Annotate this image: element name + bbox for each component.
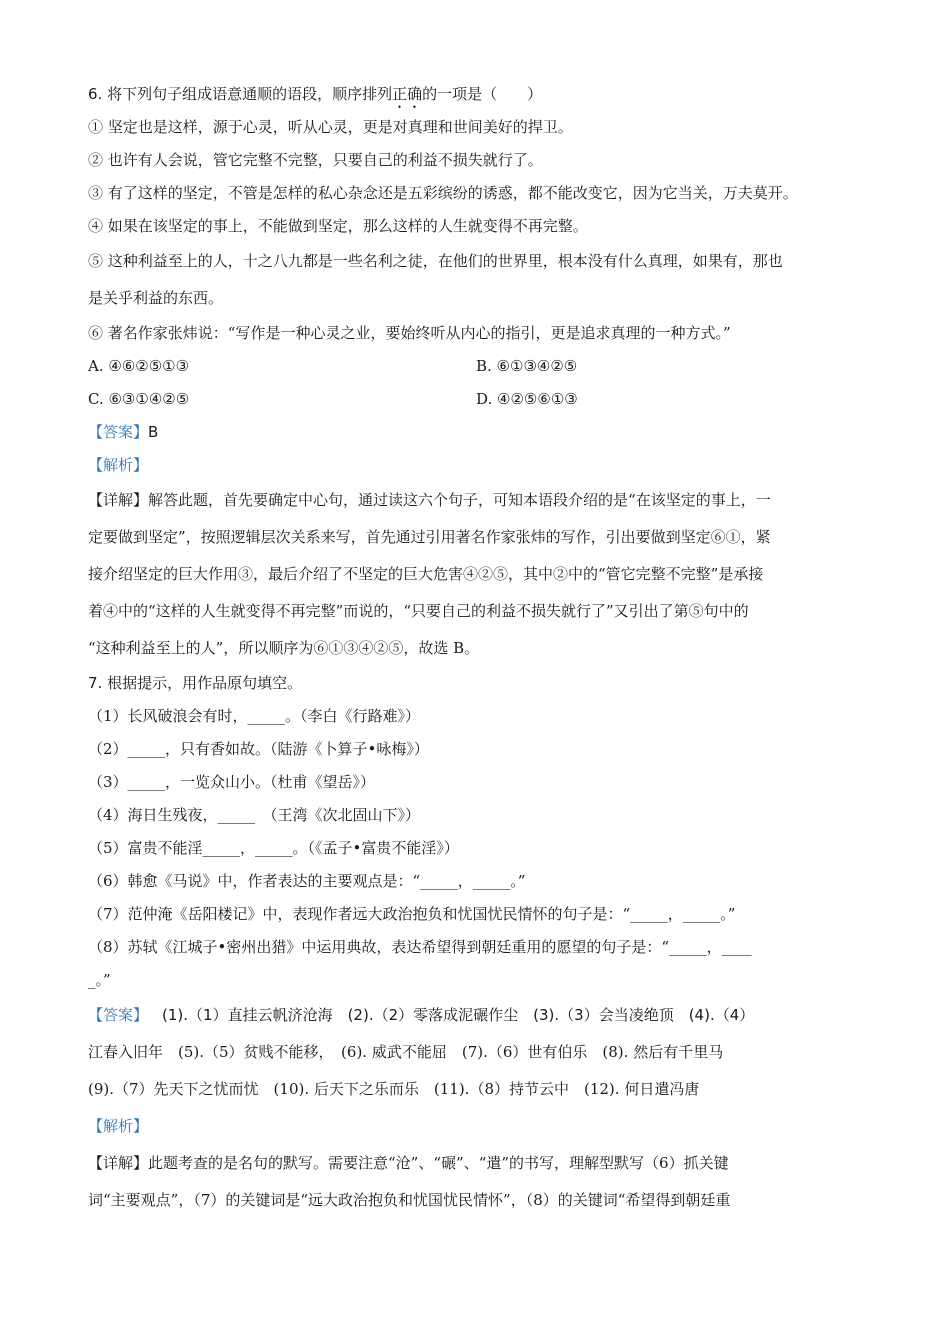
q6-option-c: C. ⑥③①④②⑤ (88, 390, 190, 408)
q6-stem-text-a: 将下列句子组成语意通顺的语段，顺序排列 (107, 85, 393, 103)
q7-answer-line-2: 江春入旧年 (5).（5）贫贱不能移， (6). 威武不能屈 (7).（6）世有伯乐 (8). 然后有千里马 (88, 1043, 724, 1061)
q6-options-row-1 (88, 350, 878, 383)
q6-sentence-5-cont: 是关乎利益的东西。 (88, 289, 224, 307)
q6-option-b: B. ⑥①③④②⑤ (476, 357, 578, 375)
q6-option-a: A. ④⑥②⑤①③ (88, 357, 190, 375)
q7-item-7: （7）范仲淹《岳阳楼记》中，表现作者远大政治抱负和忧国忧民情怀的句子是：“_____，_____。” (88, 905, 736, 923)
q6-detail-tag: 【详解】 (88, 491, 149, 509)
q7-number: 7. (88, 674, 103, 692)
q7-item-8-cont: _。” (88, 971, 111, 989)
q6-answer-tag: 【答案】 (88, 423, 149, 441)
q7-item-4: （4）海日生残夜，_____ （王湾《次北固山下》） (88, 806, 421, 824)
q7-analysis-tag: 【解析】 (88, 1117, 149, 1135)
q7-answer-text-1: (1).（1）直挂云帆济沧海 (2).（2）零落成泥碾作尘 (3).（3）会当凌绝顶 (4).（4） (162, 1006, 755, 1024)
q6-sentence-6: ⑥ 著名作家张炜说：“写作是一种心灵之业，要始终听从内心的指引，更是追求真理的一种方式。” (88, 324, 731, 342)
q7-detail-tag: 【详解】 (88, 1154, 149, 1172)
q7-item-3: （3）_____，一览众山小。（杜甫《望岳》） (88, 773, 376, 791)
q6-answer (88, 416, 878, 449)
q7-item-2: （2）_____，只有香如故。（陆游《卜算子•咏梅》） (88, 740, 429, 758)
q6-stem-text-b: 的一项是（ ） (422, 85, 543, 103)
q6-stem-emphasis: 正确 (392, 85, 423, 103)
q6-option-d: D. ④②⑤⑥①③ (476, 390, 578, 408)
q6-sentence-5: ⑤ 这种利益至上的人，十之八九都是一些名利之徒，在他们的世界里，根本没有什么真理，如果有，那也 (88, 252, 783, 270)
q6-detail-line-1 (88, 482, 878, 519)
q6-analysis-tag: 【解析】 (88, 456, 149, 474)
q6-detail-line-5: “这种利益至上的人”，所以顺序为⑥①③④②⑤，故选 B。 (88, 639, 480, 657)
q7-item-1: （1）长风破浪会有时，_____。（李白《行路难》） (88, 707, 421, 725)
q6-detail-line-2: 定要做到坚定”，按照逻辑层次关系来写，首先通过引用著名作家张炜的写作，引出要做到坚定⑥①，紧 (88, 528, 771, 546)
q7-item-5: （5）富贵不能淫_____，_____。（《孟子•富贵不能淫》） (88, 839, 459, 857)
q7-detail-text-1: 此题考查的是名句的默写。需要注意“沧”、“碾”、“遣”的书写，理解型默写（6）抓关键 (148, 1154, 729, 1172)
q6-detail-line-3: 接介绍坚定的巨大作用③，最后介绍了不坚定的巨大危害④②⑤，其中②中的“管它完整不完整”是承接 (88, 565, 764, 583)
q6-answer-value: B (148, 423, 159, 441)
q6-number: 6. (88, 85, 103, 103)
q7-answer-line-3: (9).（7）先天下之忧而忧 (10). 后天下之乐而乐 (11).（8）持节云中 (12). 何日遣冯唐 (88, 1080, 700, 1098)
q6-sentence-3: ③ 有了这样的坚定，不管是怎样的私心杂念还是五彩缤纷的诱惑，都不能改变它，因为它当关，万夫莫开。 (88, 184, 798, 202)
q6-sentence-4: ④ 如果在该坚定的事上，不能做到坚定，那么这样的人生就变得不再完整。 (88, 217, 588, 235)
q6-detail-line-4: 着④中的“这样的人生就变得不再完整”而说的，“只要自己的利益不损失就行了”又引出了第⑤句中的 (88, 602, 749, 620)
q6-sentence-2: ② 也许有人会说，管它完整不完整，只要自己的利益不损失就行了。 (88, 151, 543, 169)
q7-detail-line-1 (88, 1145, 878, 1182)
q6-options-row-2 (88, 383, 878, 416)
q6-detail-text-1: 解答此题，首先要确定中心句，通过读这六个句子，可知本语段介绍的是“在该坚定的事上，一 (148, 491, 771, 509)
q6-sentence-1: ① 坚定也是这样，源于心灵，听从心灵，更是对真理和世间美好的捍卫。 (88, 118, 573, 136)
q6-analysis (88, 449, 878, 482)
q7-detail-line-2: 词“主要观点”，（7）的关键词是“远大政治抱负和忧国忧民情怀”，（8）的关键词“希望得到朝廷重 (88, 1191, 731, 1209)
q7-answer-tag: 【答案】 (88, 1006, 149, 1024)
q7-item-8: （8）苏轼《江城子•密州出猎》中运用典故，表达希望得到朝廷重用的愿望的句子是：“_____，____ (88, 938, 752, 956)
q7-analysis (88, 1108, 878, 1145)
q7-answer-line-1 (88, 997, 878, 1034)
q6-stem (88, 78, 878, 111)
q7-stem-text: 根据提示，用作品原句填空。 (107, 674, 303, 692)
q7-item-6: （6）韩愈《马说》中，作者表达的主要观点是：“_____，_____。” (88, 872, 526, 890)
document-page (88, 78, 878, 1219)
q7-stem (88, 667, 878, 700)
